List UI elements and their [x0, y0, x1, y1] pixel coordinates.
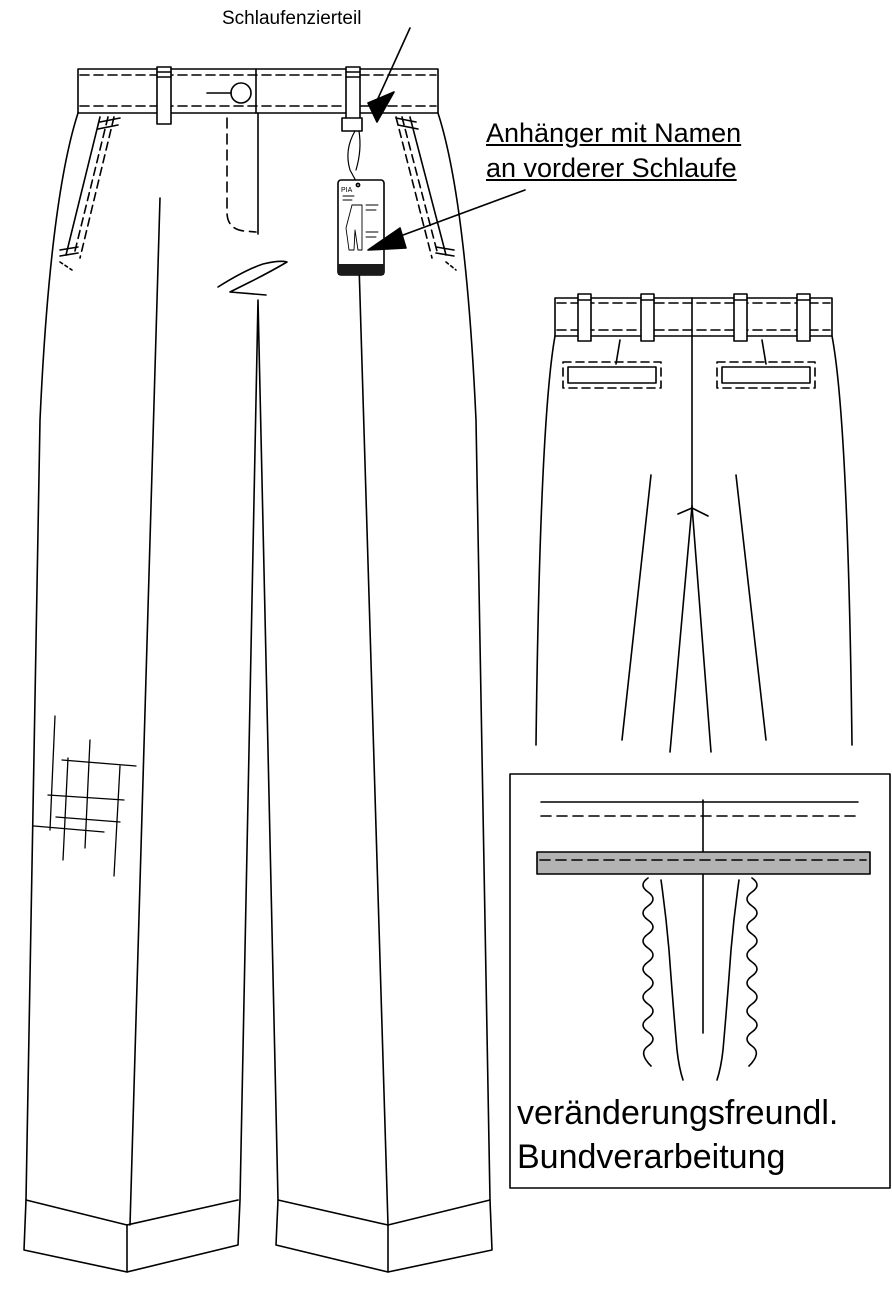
callout-arrow-tag [368, 190, 525, 250]
waist-button [207, 83, 251, 103]
back-waistband [555, 298, 832, 336]
back-belt-loops [578, 294, 810, 341]
detail-caption-line1: veränderungsfreundl. [517, 1094, 839, 1132]
label-loop-ornament: Schlaufenzierteil [222, 8, 362, 29]
detail-caption-line2: Bundverarbeitung [517, 1138, 786, 1176]
front-pocket-left [60, 117, 120, 270]
hangtag-brand: PIA [341, 187, 353, 194]
detail-seam-left [643, 878, 653, 1066]
front-silhouette [24, 113, 492, 1272]
label-hangtag-line2: an vorderer Schlaufe [486, 153, 737, 183]
back-pocket-left [563, 340, 661, 388]
back-silhouette [536, 336, 852, 752]
back-view-trousers [536, 294, 852, 752]
front-view-trousers [24, 67, 492, 1272]
fly-stitching [218, 113, 287, 295]
knee-patch-grid [34, 716, 136, 876]
front-belt-loop-right [346, 67, 360, 124]
detail-seam-right [747, 878, 757, 1066]
label-hangtag-line1: Anhänger mit Namen [486, 118, 742, 148]
hang-tag [338, 118, 384, 275]
front-belt-loop-left [157, 67, 171, 124]
detail-waistband [537, 852, 870, 874]
back-pocket-right [717, 340, 815, 388]
